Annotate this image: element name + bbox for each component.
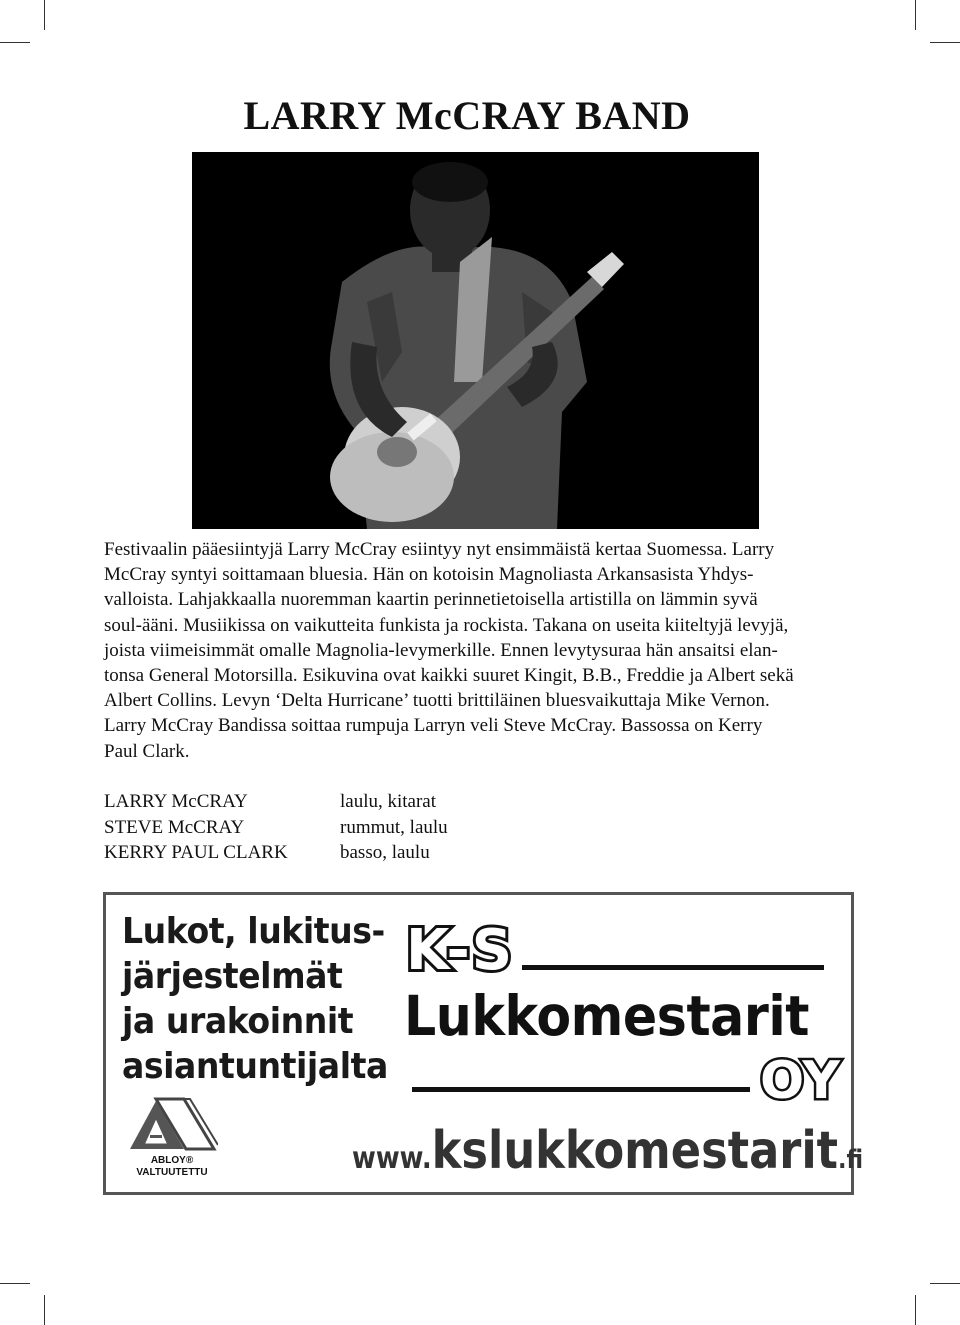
abloy-label bbox=[126, 1155, 218, 1179]
company-logo bbox=[404, 915, 841, 1111]
member-row bbox=[104, 815, 448, 841]
brand-oy: OY bbox=[760, 1051, 841, 1111]
bio-line: tonsa General Motorsilla. Esikuvina ovat kaikki suuret Kingit, B.B., Freddie ja Albert sekä bbox=[104, 665, 794, 687]
crop-mark bbox=[915, 1295, 916, 1325]
member-role: basso, laulu bbox=[340, 842, 430, 863]
crop-mark bbox=[930, 42, 960, 43]
bio-text bbox=[104, 537, 860, 764]
crop-mark bbox=[44, 0, 45, 30]
abloy-line: ABLOY® bbox=[150, 1155, 194, 1166]
ad-tagline-line: järjestelmät bbox=[122, 956, 343, 997]
bio-line: Festivaalin pääesiintyjä Larry McCray esiintyy nyt ensimmäistä kertaa Suomessa. Larry bbox=[104, 539, 775, 560]
member-name: STEVE McCRAY bbox=[104, 816, 245, 838]
url-tld: .fi bbox=[838, 1145, 864, 1175]
url-domain: kslukkomestarit bbox=[431, 1121, 839, 1181]
abloy-logo-icon bbox=[126, 1095, 218, 1155]
bio-line: valloista. Lahjakkaalla nuoremman kaartin perinnetietoisella artistilla on lämmin syvä bbox=[104, 589, 758, 611]
crop-mark bbox=[915, 0, 916, 30]
crop-mark bbox=[0, 42, 30, 43]
member-row bbox=[104, 789, 448, 815]
brand-rule bbox=[412, 1087, 750, 1092]
advertisement bbox=[103, 892, 864, 1195]
band-members bbox=[104, 789, 448, 866]
bio-line: Larry McCray Bandissa soittaa rumpuja Larryn veli Steve McCray. Bassossa on Kerry bbox=[104, 715, 763, 737]
bio-line: McCray syntyi soittamaan bluesia. Hän on kotoisin Magnoliasta Arkansasista Yhdys- bbox=[104, 564, 754, 586]
guitarist-photo bbox=[192, 152, 759, 529]
crop-mark bbox=[0, 1283, 30, 1284]
ad-tagline-line: Lukot, lukitus- bbox=[122, 911, 385, 952]
member-role: rummut, laulu bbox=[340, 816, 448, 838]
brand-name: Lukkomestarit bbox=[404, 984, 809, 1048]
abloy-line: VALTUUTETTU bbox=[136, 1167, 208, 1178]
page-title: LARRY McCRAY BAND bbox=[243, 93, 691, 138]
ad-tagline-line: ja urakoinnit bbox=[122, 1001, 354, 1042]
brand-rule bbox=[522, 965, 824, 970]
bio-line: Albert Collins. Levyn ‘Delta Hurricane’ tuotti brittiläinen bluesvaikuttaja Mike Vernon. bbox=[104, 690, 770, 712]
member-role: laulu, kitarat bbox=[340, 791, 437, 812]
member-name: KERRY PAUL CLARK bbox=[104, 842, 288, 863]
member-name: LARRY McCRAY bbox=[104, 791, 248, 812]
brand-ks: K-S bbox=[406, 918, 515, 983]
bio-line: Paul Clark. bbox=[104, 740, 190, 762]
ad-tagline-line: asiantuntijalta bbox=[122, 1046, 388, 1087]
ad-tagline bbox=[122, 909, 388, 1089]
website-link[interactable] bbox=[352, 1121, 863, 1181]
bio-line: soul-ääni. Musiikissa on vaikutteita funkista ja rockista. Takana on useita kiiteltyjä levyjä, bbox=[104, 614, 789, 636]
crop-mark bbox=[930, 1283, 960, 1284]
crop-mark bbox=[44, 1295, 45, 1325]
guitarist-photo-icon bbox=[192, 152, 759, 529]
bio-line: joista viimeisimmät omalle Magnolia-levymerkille. Ennen levytysuraa hän ansaitsi elan- bbox=[104, 639, 778, 661]
abloy-badge bbox=[126, 1095, 218, 1181]
url-prefix: www. bbox=[352, 1141, 432, 1176]
member-row bbox=[104, 840, 448, 866]
